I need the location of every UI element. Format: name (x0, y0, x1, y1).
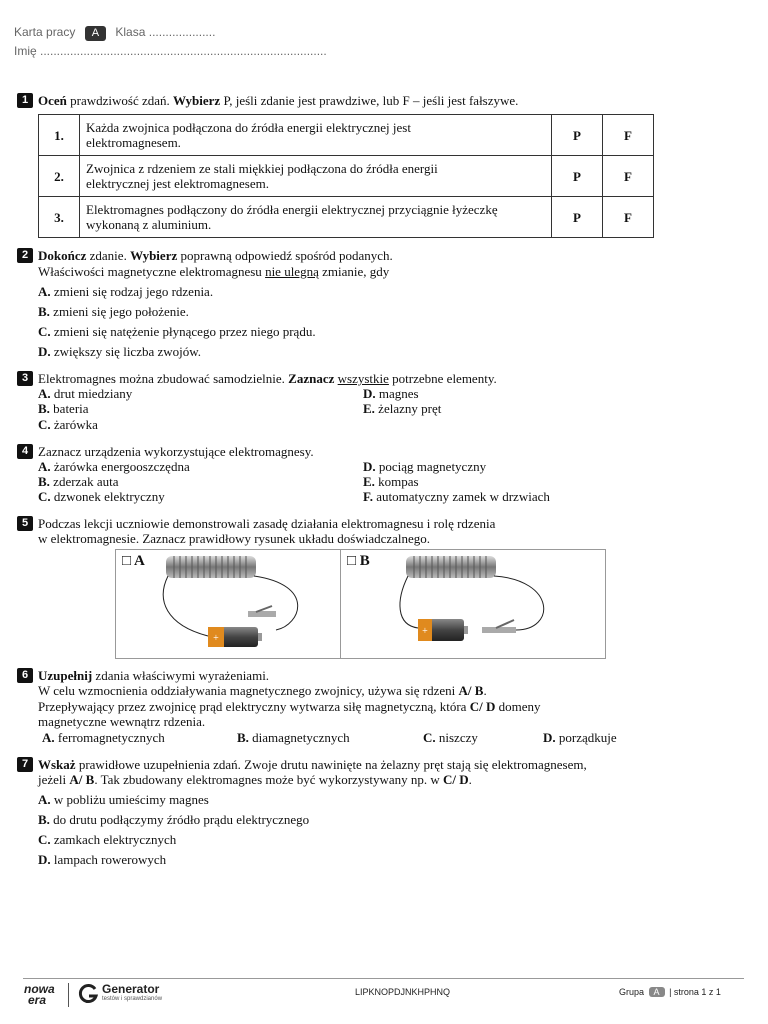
worksheet-header (14, 25, 215, 41)
checkbox-a[interactable]: □ A (122, 553, 145, 569)
coil-b (406, 556, 496, 578)
name-label: Imię ...................................................................................... (14, 44, 327, 58)
coil-a (166, 556, 256, 578)
row-number: 2. (39, 156, 80, 197)
q2-stem: Właściwości magnetyczne elektromagnesu nie ulegną zmianie, gdy (38, 264, 390, 279)
row-number: 1. (39, 115, 80, 156)
question-number: 2 (17, 248, 33, 263)
experiment-figure (115, 549, 606, 659)
false-option[interactable]: F (603, 197, 654, 238)
q7-instruction: Wskaż prawidłowe uzupełnienia zdań. Zwoje drutu nawinięte na żelazny pręt stają się elektromagnesem, (38, 757, 587, 772)
table-row (39, 156, 654, 197)
answer-option[interactable]: A. zmieni się rodzaj jego rdzenia. (38, 284, 214, 299)
svg-text:+: + (422, 626, 428, 637)
answer-option[interactable]: C. zamkach elektrycznych (38, 832, 177, 847)
answer-option[interactable]: D. porządkuje (543, 730, 617, 745)
answer-option[interactable]: B. zmieni się jego położenie. (38, 304, 189, 319)
statement: Każda zwojnica podłączona do źródła energii elektrycznej jest elektromagnesem. (80, 115, 552, 156)
q3-instruction: Elektromagnes można zbudować samodzielnie. Zaznacz wszystkie potrzebne elementy. (38, 371, 497, 386)
generator-icon (77, 983, 99, 1005)
battery-b (418, 619, 468, 641)
question-number: 6 (17, 668, 33, 683)
group-badge: A (85, 26, 106, 41)
question-number: 3 (17, 371, 33, 386)
worksheet-label: Karta pracy (14, 25, 76, 39)
switch-b (482, 620, 516, 633)
true-option[interactable]: P (552, 197, 603, 238)
q6-instruction: Uzupełnij zdania właściwymi wyrażeniami. (38, 668, 270, 683)
class-label: Klasa .................... (115, 25, 216, 39)
answer-option[interactable]: B. diamagnetycznych (237, 730, 350, 745)
q1-instruction: Oceń prawdziwość zdań. Wybierz P, jeśli zdanie jest prawdziwe, lub F – jeśli jest fałszywe. (38, 93, 519, 108)
question-number: 1 (17, 93, 33, 108)
circuit-drawings (116, 550, 605, 658)
table-row (39, 197, 654, 238)
false-option[interactable]: F (603, 115, 654, 156)
q5-instruction: Podczas lekcji uczniowie demonstrowali zasadę działania elektromagnesu i rolę rdzenia (38, 516, 496, 531)
true-option[interactable]: P (552, 115, 603, 156)
answer-option[interactable]: D. lampach rowerowych (38, 852, 167, 867)
footer-divider (23, 978, 744, 979)
answer-option[interactable]: C. żarówka (38, 417, 98, 432)
true-false-table (38, 114, 654, 238)
answer-option[interactable]: A. drut miedziany (38, 386, 133, 401)
answer-option[interactable]: C. zmieni się natężenie płynącego przez niego prądu. (38, 324, 316, 339)
answer-option[interactable]: E. żelazny pręt (363, 401, 442, 416)
q6-sentence: magnetyczne wewnątrz rdzenia. (38, 714, 206, 729)
generator-title: Generator (102, 982, 160, 996)
answer-option[interactable]: A. w pobliżu umieścimy magnes (38, 792, 209, 807)
true-option[interactable]: P (552, 156, 603, 197)
table-row (39, 115, 654, 156)
question-number: 7 (17, 757, 33, 772)
false-option[interactable]: F (603, 156, 654, 197)
answer-option[interactable]: C. niszczy (423, 730, 478, 745)
question-number: 5 (17, 516, 33, 531)
answer-option[interactable]: A. ferromagnetycznych (42, 730, 165, 745)
footer-group-badge: A (649, 987, 665, 997)
answer-option[interactable]: D. magnes (363, 386, 419, 401)
page-info: Grupa A | strona 1 z 1 (619, 987, 721, 997)
svg-text:+: + (213, 633, 219, 644)
answer-option[interactable]: B. zderzak auta (38, 474, 119, 489)
battery-a (208, 627, 262, 647)
row-number: 3. (39, 197, 80, 238)
test-code: LIPKNOPDJNKHPHNQ (355, 987, 451, 997)
answer-option[interactable]: F. automatyczny zamek w drzwiach (363, 489, 550, 504)
q6-sentence: Przepływający przez zwojnicę prąd elektryczny wytwarza siłę magnetyczną, która C/ D domeny (38, 699, 541, 714)
answer-option[interactable]: C. dzwonek elektryczny (38, 489, 165, 504)
answer-option[interactable]: B. do drutu podłączymy źródło prądu elektrycznego (38, 812, 310, 827)
checkbox-b[interactable]: □ B (347, 553, 370, 569)
answer-option[interactable]: E. kompas (363, 474, 419, 489)
question-number: 4 (17, 444, 33, 459)
logo-divider (68, 983, 69, 1007)
answer-option[interactable]: D. pociąg magnetyczny (363, 459, 487, 474)
statement: Elektromagnes podłączony do źródła energii elektrycznej przyciągnie łyżeczkę wykonaną z aluminium. (80, 197, 552, 238)
generator-subtitle: testów i sprawdzianów (102, 996, 163, 1002)
answer-option[interactable]: B. bateria (38, 401, 89, 416)
q2-instruction: Dokończ zdanie. Wybierz poprawną odpowiedź spośród podanych. (38, 248, 393, 263)
q4-instruction: Zaznacz urządzenia wykorzystujące elektromagnesy. (38, 444, 314, 459)
switch-a (248, 606, 276, 617)
q7-instruction: jeżeli A/ B. Tak zbudowany elektromagnes może być wykorzystywany np. w C/ D. (38, 772, 472, 787)
answer-option[interactable]: A. żarówka energooszczędna (38, 459, 190, 474)
answer-option[interactable]: D. zwiększy się liczba zwojów. (38, 344, 202, 359)
q6-sentence: W celu wzmocnienia oddziaływania magnetycznego zwojnicy, używa się rdzeni A/ B. (38, 683, 487, 698)
nowa-era-logo: nowa era (24, 982, 55, 1007)
statement: Zwojnica z rdzeniem ze stali miękkiej podłączona do źródła energii elektrycznej jest elektromagnesem. (80, 156, 552, 197)
q5-instruction: w elektromagnesie. Zaznacz prawidłowy rysunek układu doświadczalnego. (38, 531, 431, 546)
